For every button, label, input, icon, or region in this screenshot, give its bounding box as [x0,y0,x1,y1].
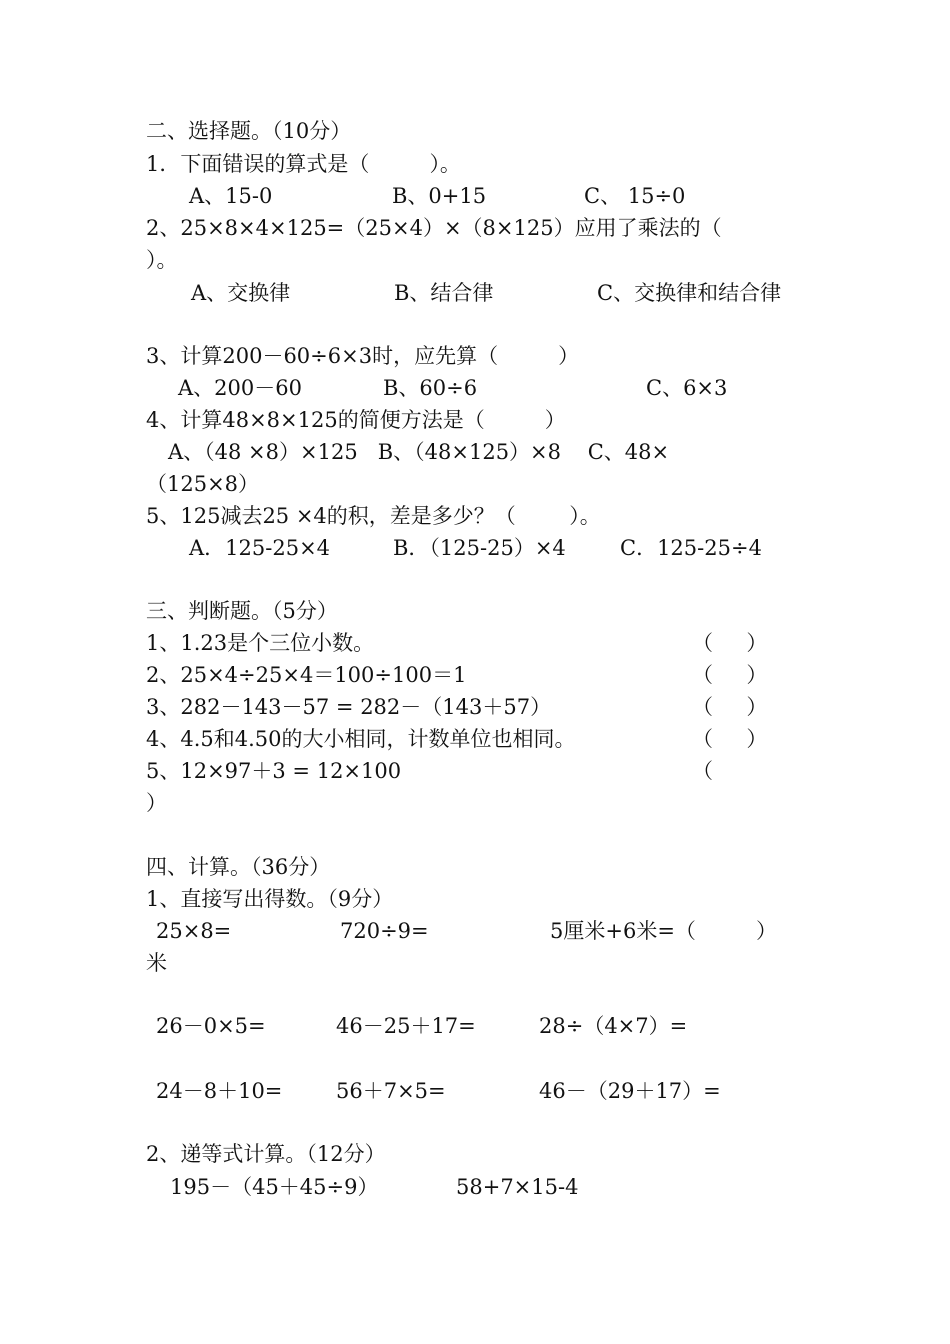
judge-paren-2: （ ） [692,663,768,687]
section3-title: 三、判断题。（5分） [146,599,338,623]
q2-option-b: B、结合律 [394,281,494,305]
judge-item-1: 1、1.23是个三位小数。 [146,631,375,655]
q2-stem-line2: ）。 [146,248,178,272]
judge-paren-5: （ [692,759,713,783]
q5-option-c: C．125-25÷4 [620,536,762,560]
judge-paren-3: （ ） [692,695,768,719]
section4-title: 四、计算。（36分） [146,855,331,879]
sub2-title: 2、递等式计算。（12分） [146,1142,386,1166]
stepwise-item-1: 195－（45＋45÷9） [170,1175,379,1199]
judge-paren-1: （ ） [692,631,768,655]
calc-r2c3: 28÷（4×7）= [539,1014,688,1038]
judge-item-3: 3、282－143－57 = 282－（143＋57） [146,695,552,719]
q2-stem-line1: 2、25×8×4×125=（25×4）×（8×125）应用了乘法的（ [146,216,722,240]
q1-option-b: B、0+15 [392,184,487,208]
q1-option-c: C、 15÷0 [584,184,686,208]
q3-option-c: C、6×3 [646,376,728,400]
q1-stem: 1．下面错误的算式是（ ）。 [146,152,461,176]
sub1-title: 1、直接写出得数。（9分） [146,887,394,911]
section2-title: 二、选择题。（10分） [146,119,352,143]
q4-options-line2: （125×8） [146,472,260,496]
q3-stem: 3、计算200－60÷6×3时，应先算（ ） [146,344,580,368]
q2-option-a: A、交换律 [191,281,291,305]
q5-option-a: A．125-25×4 [189,536,331,560]
q3-option-a: A、200－60 [178,376,302,400]
q1-option-a: A、15-0 [189,184,273,208]
q4-stem: 4、计算48×8×125的简便方法是（ ） [146,408,566,432]
judge-item-4: 4、4.5和4.50的大小相同，计数单位也相同。 [146,727,576,751]
q5-stem: 5、125减去25 ×4的积，差是多少？（ ）。 [146,504,601,528]
calc-r3c3: 46－（29＋17）= [539,1079,721,1103]
stepwise-item-2: 58+7×15-4 [456,1175,579,1199]
calc-r3c1: 24－8＋10= [156,1079,283,1103]
q5-option-b: B．（125-25）×4 [393,536,566,560]
q3-option-b: B、60÷6 [383,376,478,400]
calc-r2c2: 46－25＋17= [336,1014,476,1038]
judge-item-2: 2、25×4÷25×4＝100÷100＝1 [146,663,467,687]
judge-paren-4: （ ） [692,727,768,751]
calc-r1-cont: 米 [146,951,167,975]
calc-r2c1: 26－0×5= [156,1014,266,1038]
judge-item-5: 5、12×97＋3 = 12×100 [146,759,402,783]
q4-options-line1: A、（48 ×8）×125 B、（48×125）×8 C、48× [168,440,670,464]
q2-option-c: C、交换律和结合律 [597,281,782,305]
calc-r1c1: 25×8= [156,919,232,943]
calc-r3c2: 56＋7×5= [336,1079,446,1103]
calc-r1c2: 720÷9= [340,919,429,943]
calc-r1c3: 5厘米+6米=（ ） [550,919,777,943]
judge-paren-5-close: ） [146,791,167,815]
